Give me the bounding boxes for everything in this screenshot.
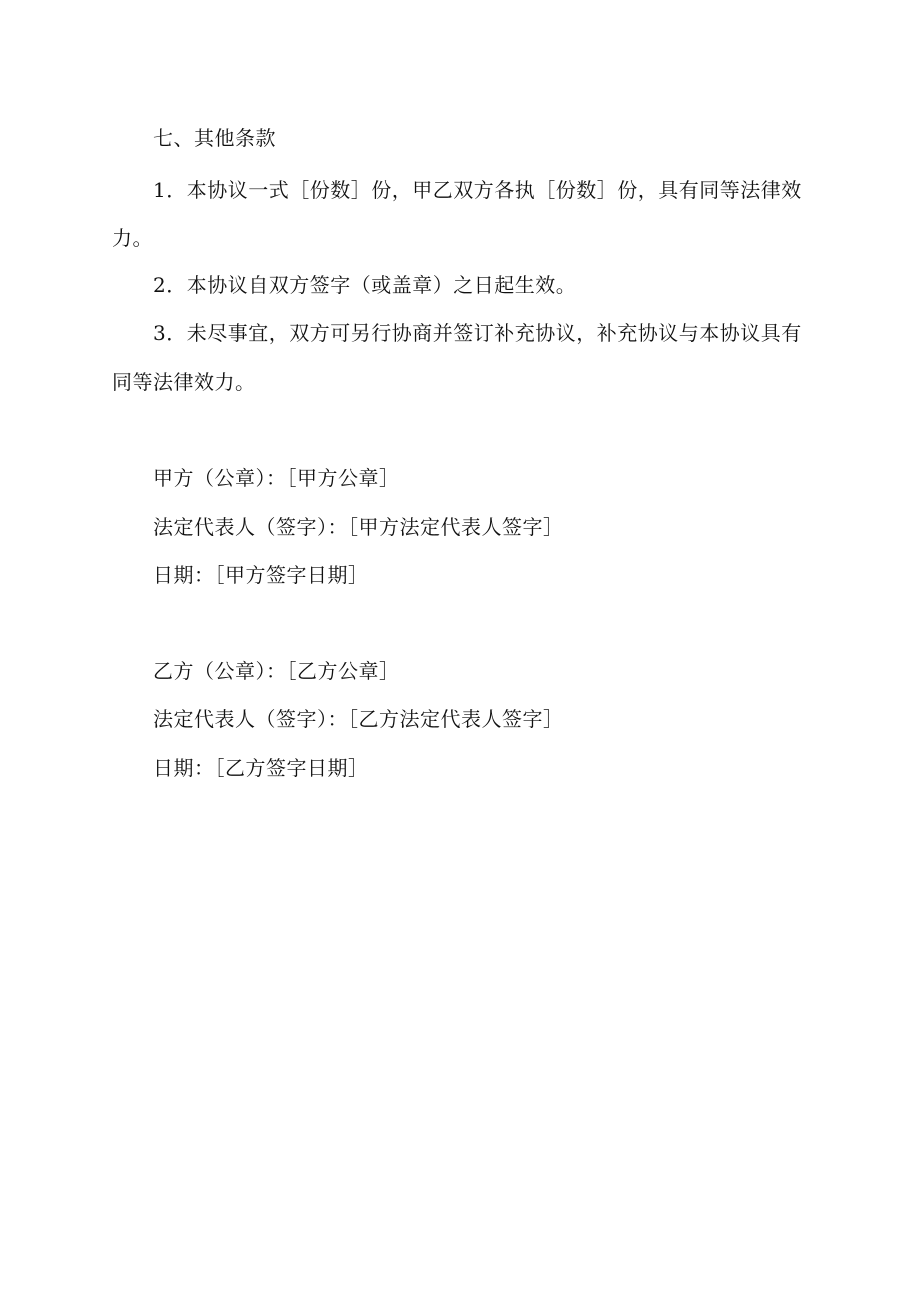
section-heading: 七、其他条款 [153, 126, 276, 150]
clause-3-line-1: 3．未尽事宜，双方可另行协商并签订补充协议，补充协议与本协议具有 [153, 321, 802, 345]
party-a-date: 日期：［甲方签字日期］ [153, 563, 369, 587]
party-b-date: 日期：［乙方签字日期］ [153, 756, 369, 780]
clause-2-line-1: 2．本协议自双方签字（或盖章）之日起生效。 [153, 273, 577, 297]
party-a-seal: 甲方（公章）：［甲方公章］ [153, 466, 400, 490]
clause-3-line-2: 同等法律效力。 [112, 370, 256, 394]
clause-1-line-2: 力。 [112, 226, 153, 250]
party-a-representative: 法定代表人（签字）：［甲方法定代表人签字］ [153, 515, 564, 539]
party-b-representative: 法定代表人（签字）：［乙方法定代表人签字］ [153, 707, 564, 731]
clause-1-line-1: 1．本协议一式［份数］份，甲乙双方各执［份数］份，具有同等法律效 [153, 178, 802, 202]
party-b-seal: 乙方（公章）：［乙方公章］ [153, 659, 400, 683]
